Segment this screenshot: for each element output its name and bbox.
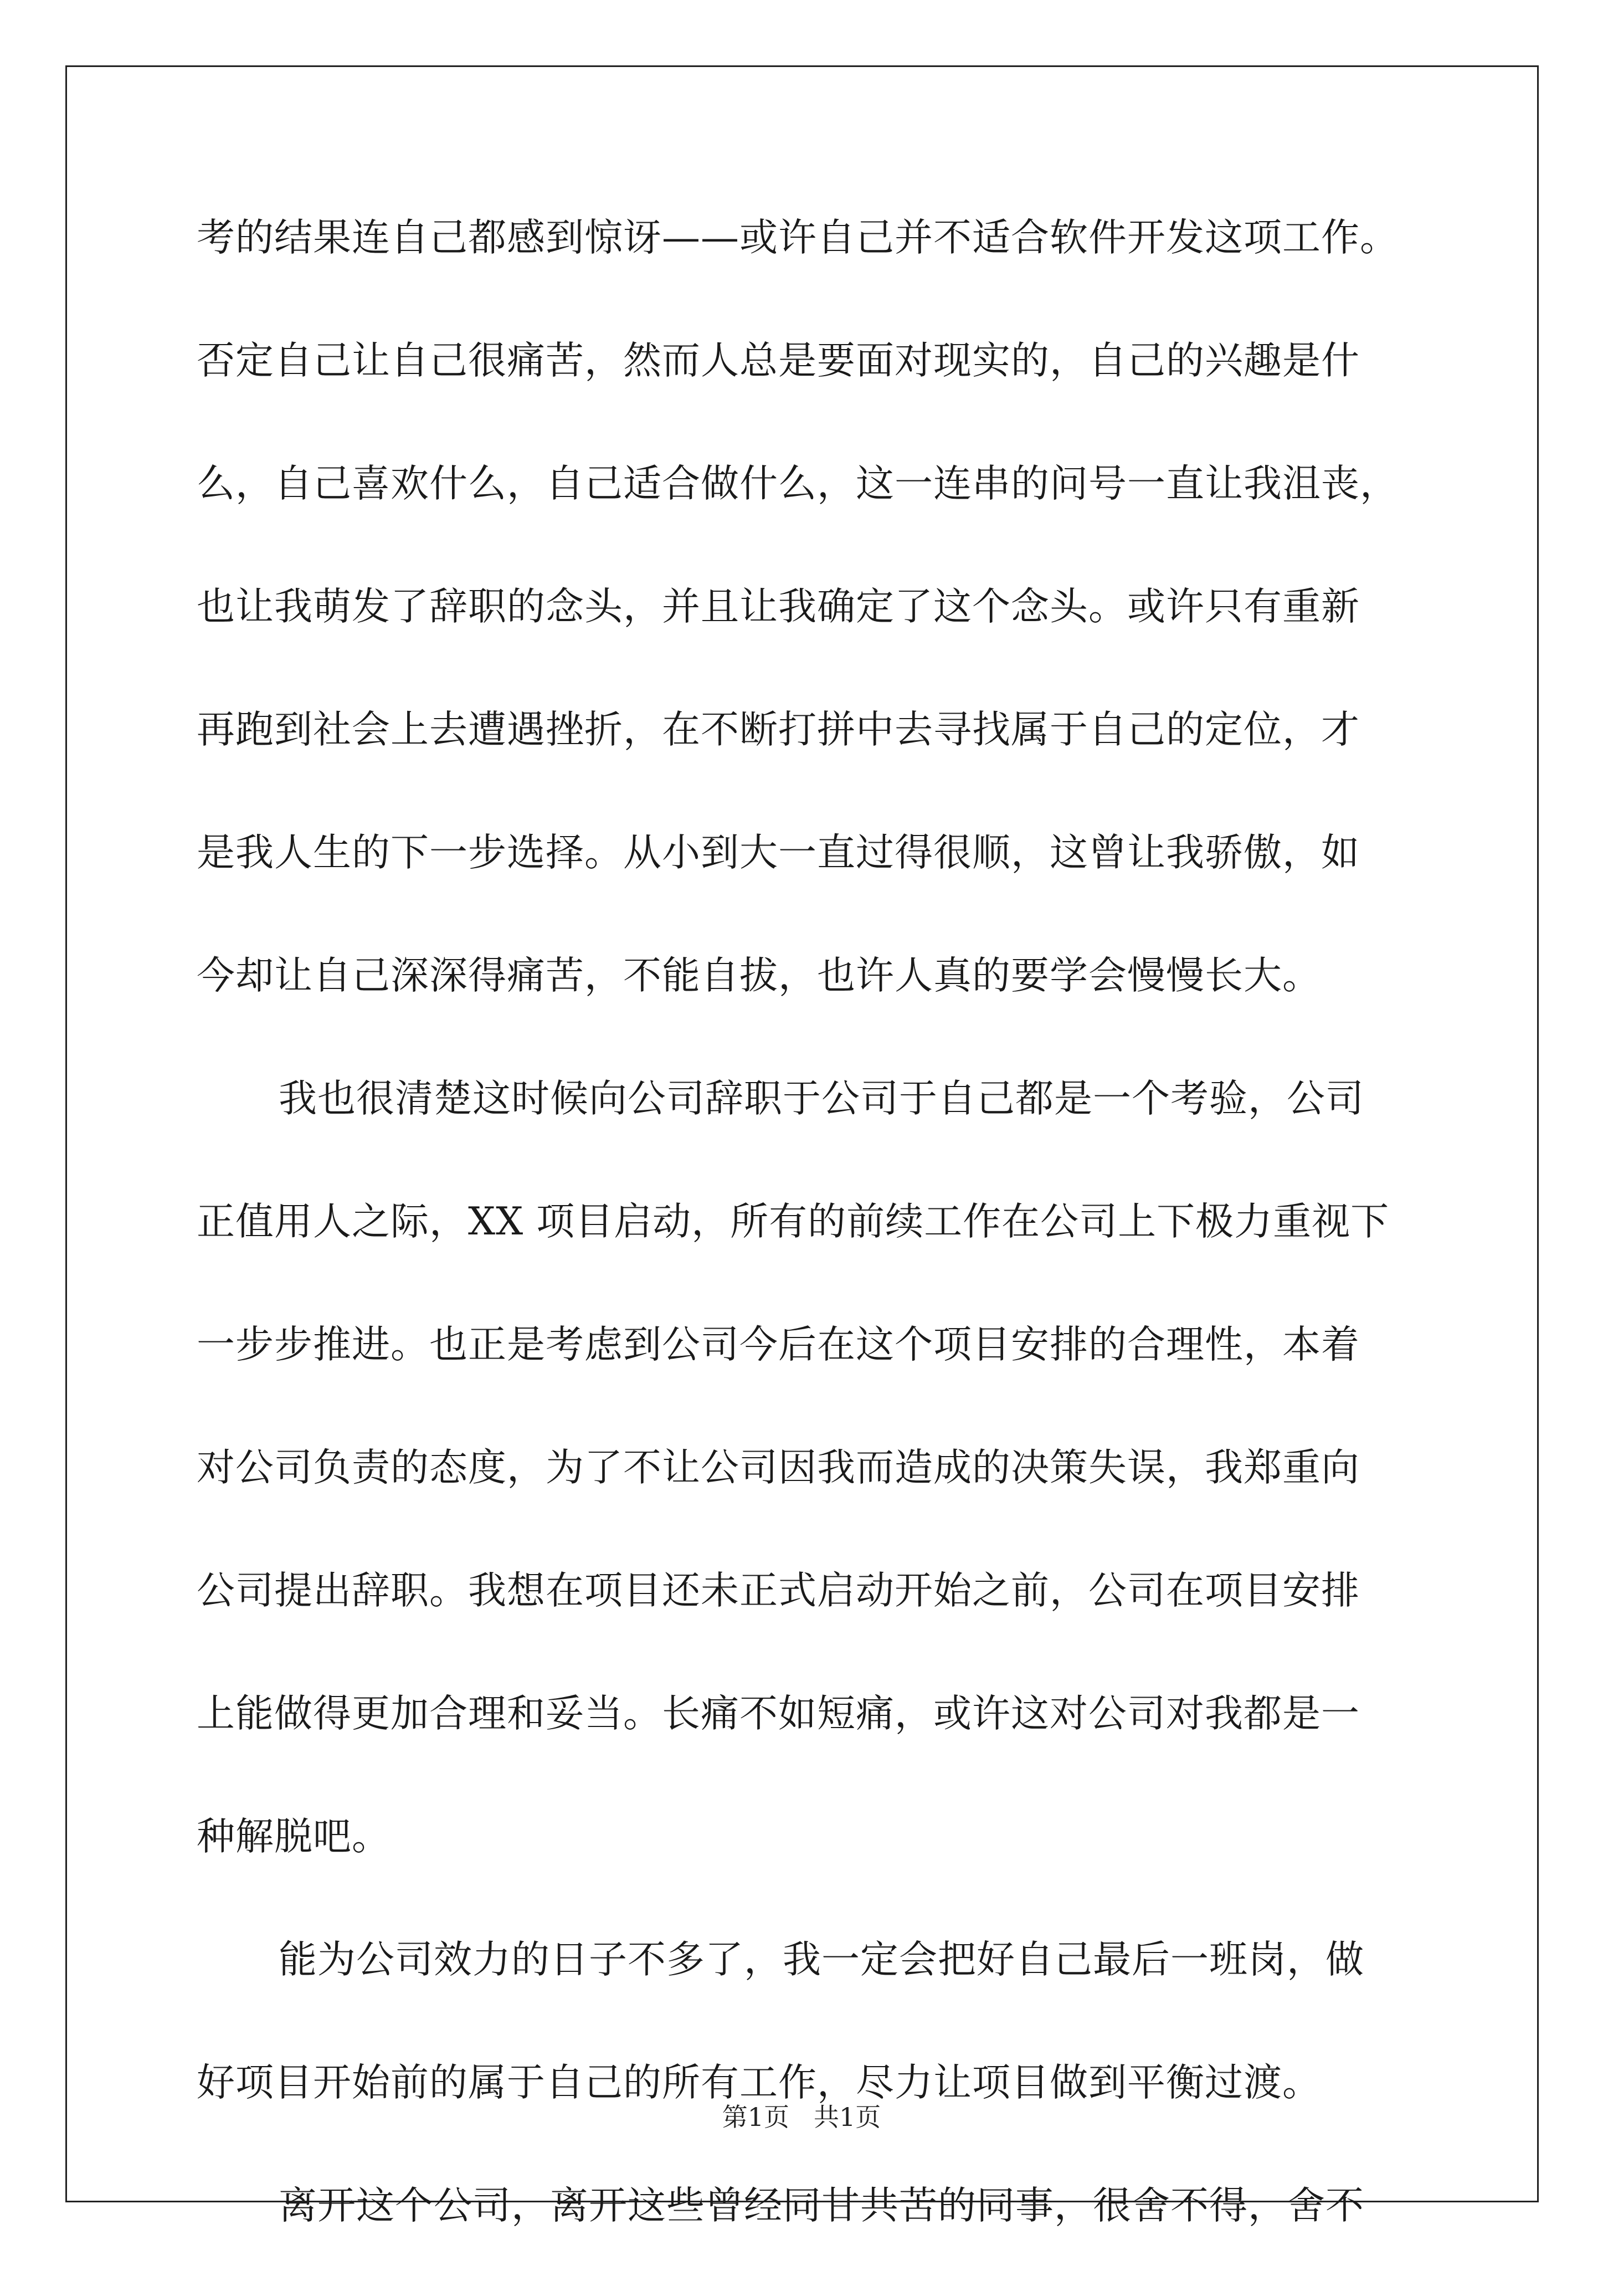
text-line: 考的结果连自己都感到惊讶——或许自己并不适合软件开发这项工作。: [197, 216, 1399, 260]
text-line: 再跑到社会上去遭遇挫折，在不断打拼中去寻找属于自己的定位，才: [197, 708, 1360, 752]
document-body: [197, 205, 1412, 2296]
page-number-total: 共1页: [814, 2102, 881, 2132]
text-line: 公司提出辞职。我想在项目还未正式启动开始之前，公司在项目安排: [197, 1569, 1360, 1613]
text-line: 对公司负责的态度，为了不让公司因我而造成的决策失误，我郑重向: [197, 1446, 1360, 1490]
text-line: 一步步推进。也正是考虑到公司今后在这个项目安排的合理性，本着: [197, 1323, 1360, 1367]
text-line: 种解脱吧。: [197, 1815, 391, 1859]
text-line: 正值用人之际，XX 项目启动，所有的前续工作在公司上下极力重视下: [197, 1200, 1390, 1244]
paragraph-start-line: 能为公司效力的日子不多了，我一定会把好自己最后一班岗，做: [279, 1938, 1364, 1982]
text-line: 是我人生的下一步选择。从小到大一直过得很顺，这曾让我骄傲，如: [197, 831, 1360, 875]
text-line: 否定自己让自己很痛苦，然而人总是要面对现实的，自己的兴趣是什: [197, 339, 1360, 383]
text-line: 么，自己喜欢什么，自己适合做什么，这一连串的问号一直让我沮丧，: [197, 462, 1399, 506]
page-number-current: 第1页: [722, 2102, 789, 2132]
page-footer: [0, 2097, 1603, 2134]
text-line: 今却让自己深深得痛苦，不能自拔，也许人真的要学会慢慢长大。: [197, 954, 1321, 998]
paragraph-start-line: 离开这个公司，离开这些曾经同甘共苦的同事，很舍不得，舍不: [279, 2184, 1364, 2228]
paragraph-start-line: 我也很清楚这时候向公司辞职于公司于自己都是一个考验，公司: [279, 1077, 1364, 1121]
text-line: 也让我萌发了辞职的念头，并且让我确定了这个念头。或许只有重新: [197, 585, 1360, 629]
text-line: 好项目开始前的属于自己的所有工作，尽力让项目做到平衡过渡。: [197, 2061, 1321, 2105]
text-line: 上能做得更加合理和妥当。长痛不如短痛，或许这对公司对我都是一: [197, 1692, 1360, 1736]
